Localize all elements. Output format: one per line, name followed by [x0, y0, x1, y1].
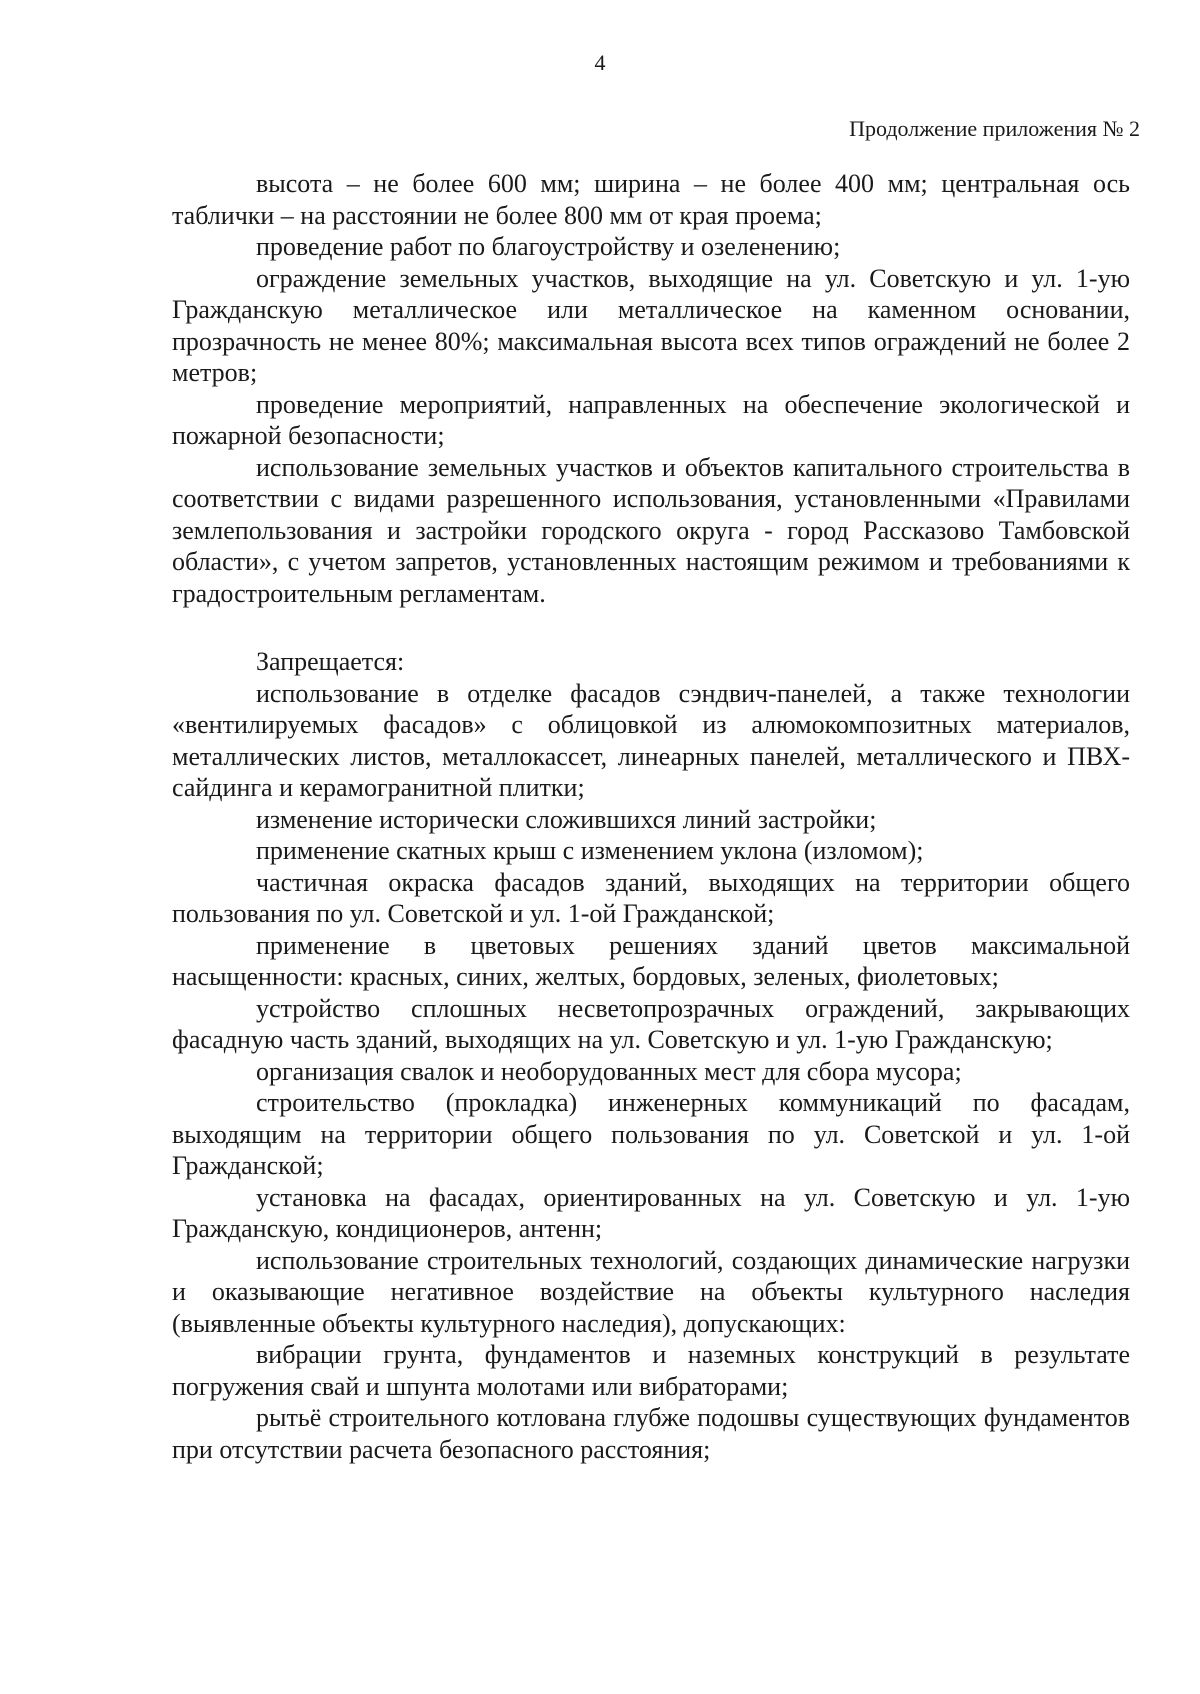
prohibited-item: строительство (прокладка) инженерных коммуникаций по фасадам, выходящим на территории общего пользования по ул. Советской и ул. 1-ой Гражданской;	[172, 1088, 1130, 1180]
permitted-item: проведение работ по благоустройству и озеленению;	[256, 232, 841, 261]
prohibited-item: применение скатных крыш с изменением уклона (изломом);	[256, 836, 924, 865]
prohibited-item: установка на фасадах, ориентированных на ул. Советскую и ул. 1-ую Гражданскую, кондиционеров, антенн;	[172, 1182, 1130, 1243]
appendix-continuation-note: Продолжение приложения № 2	[849, 116, 1140, 141]
prohibited-item: частичная окраска фасадов зданий, выходящих на территории общего пользования по ул. Советской и ул. 1-ой Гражданской;	[172, 867, 1130, 928]
prohibited-item: организация свалок и необорудованных мест для сбора мусора;	[256, 1056, 962, 1086]
prohibited-item: применение в цветовых решениях зданий цветов максимальной насыщенности: красных, синих, желтых, бордовых, зеленых, фиолетовых;	[172, 930, 1130, 991]
permitted-item: проведение мероприятий, направленных на обеспечение экологической и пожарной безопасности;	[172, 389, 1130, 450]
document-body	[172, 168, 1130, 1465]
permitted-item: ограждение земельных участков, выходящие на ул. Советскую и ул. 1-ую Гражданскую металлическое или металлическое на каменном основании, прозрачность не менее 80%; максимальная высота всех типов ограждений не более 2 метров;	[172, 263, 1130, 387]
prohibited-item: устройство сплошных несветопрозрачных ограждений, закрывающих фасадную часть зданий, выходящих на ул. Советскую и ул. 1-ую Гражданскую;	[172, 993, 1130, 1054]
prohibited-item: рытьё строительного котлована глубже подошвы существующих фундаментов при отсутствии расчета безопасного расстояния;	[172, 1403, 1130, 1464]
page-number: 4	[594, 50, 606, 75]
permitted-item: использование земельных участков и объектов капитального строительства в соответствии с видами разрешенного использования, установленными «Правилами землепользования и застройки городского округа - город Рассказово Тамбовской области», с учетом запретов, установленных настоящим режимом и требованиями к градостроительным регламентам.	[172, 452, 1130, 608]
prohibited-item: использование строительных технологий, создающих динамические нагрузки и оказывающие негативное воздействие на объекты культурного наследия (выявленные объекты культурного наследия), допускающих:	[172, 1245, 1130, 1338]
permitted-item: высота – не более 600 мм; ширина – не более 400 мм; центральная ось таблички – на расстоянии не более 800 мм от края проема;	[172, 169, 1130, 230]
prohibited-item: вибрации грунта, фундаментов и наземных конструкций в результате погружения свай и шпунта молотами или вибраторами;	[172, 1340, 1130, 1401]
prohibited-item: использование в отделке фасадов сэндвич-панелей, а также технологии «вентилируемых фасадов» с облицовкой из алюмокомпозитных материалов, металлических листов, металлокассет, линеарных панелей, металлического и ПВХ-сайдинга и керамогранитной плитки;	[172, 678, 1130, 802]
prohibited-section-heading: Запрещается:	[256, 647, 405, 676]
prohibited-item: изменение исторически сложившихся линий застройки;	[256, 804, 877, 834]
